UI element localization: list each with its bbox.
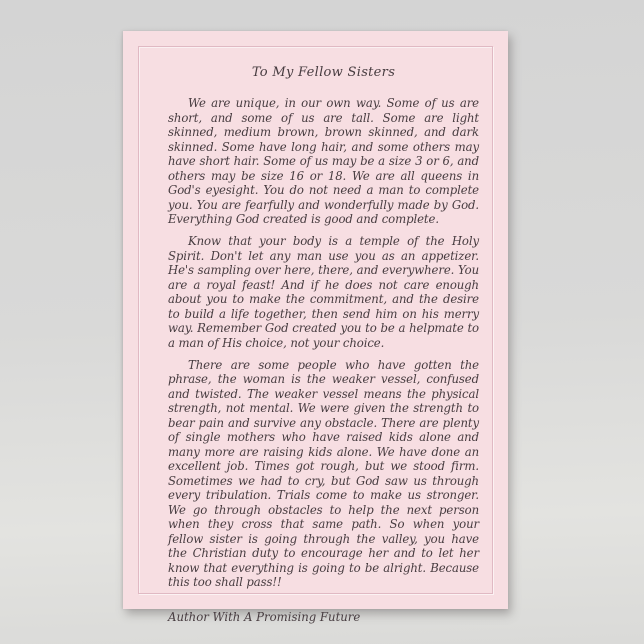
poster-body xyxy=(168,96,479,590)
poster-title: To My Fellow Sisters xyxy=(251,65,396,80)
paragraph: There are some people who have gotten the phrase, the woman is the weaker vessel, confused and twisted. The weaker vessel means the physical strength, not mental. We were given the strength to bear pain and survive any obstacle. There are plenty of single mothers who have raised kids alone and many more are raising kids alone. We have done an excellent job. Times got rough, but we stood firm. Sometimes we had to cry, but God saw us through every tribulation. Trials come to make us stronger. We go through obstacles to help the next person when they cross that same path. So when your fellow sister is going through the valley, you have the Christian duty to encourage her and to let her know that everything is going to be alright. Because this too shall pass!! xyxy=(168,357,479,589)
paragraph: Know that your body is a temple of the Holy Spirit. Don't let any man use you as an appetizer. He's sampling over here, there, and everywhere. You are a royal feast! And if he does not care enough about you to make the commitment, and the desire to build a life together, then send him on his merry way. Remember God created you to be a helpmate to a man of His choice, not your choice. xyxy=(168,234,479,350)
poster xyxy=(123,31,508,624)
poster-signature: Author With A Promising Future xyxy=(168,609,361,624)
paragraph: We are unique, in our own way. Some of us are short, and some of us are tall. Some are light skinned, medium brown, brown skinned, and dark skinned. Some have long hair, and some others may have short hair. Some of us may be a size 3 or 6, and others may be size 16 or 18. We are all queens in God's eyesight. You do not need a man to complete you. You are fearfully and wonderfully made by God. Everything God created is good and complete. xyxy=(168,96,479,226)
poster-content xyxy=(168,65,479,624)
